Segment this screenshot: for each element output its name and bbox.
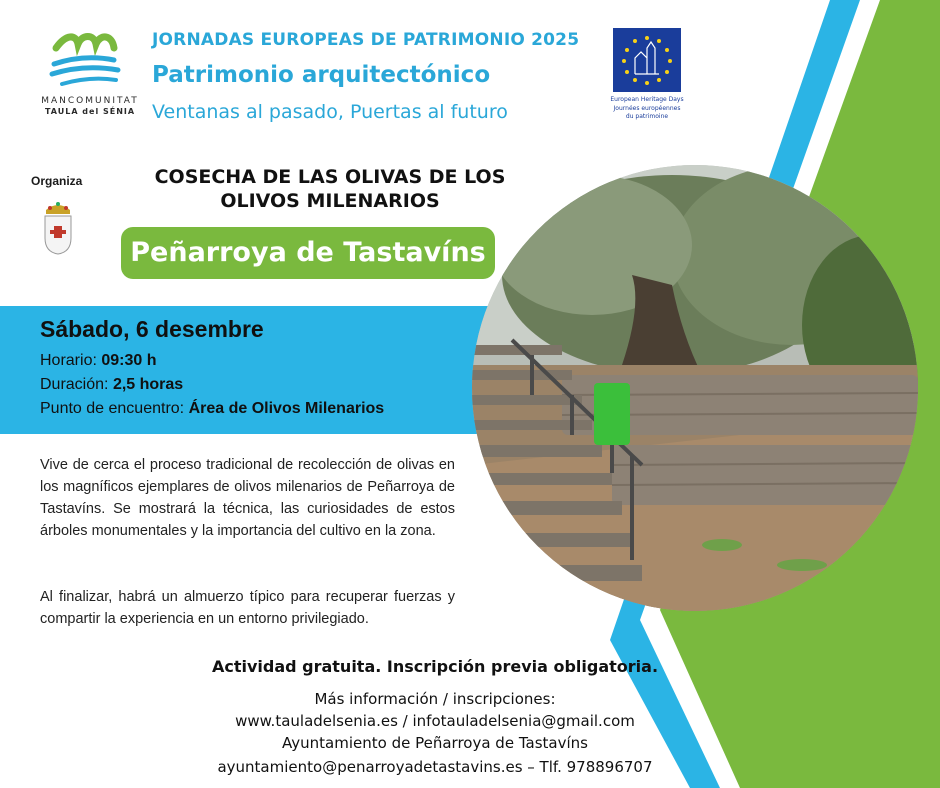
event-series-title: JORNADAS EUROPEAS DE PATRIMONIO 2025 <box>152 30 580 50</box>
european-heritage-days-badge <box>604 28 690 121</box>
meeting-label: Punto de encuentro: <box>40 400 185 417</box>
duration-line <box>40 376 183 394</box>
place-badge: Peñarroya de Tastavíns <box>121 227 495 279</box>
duration-value: 2,5 horas <box>112 376 184 393</box>
council-name: Ayuntamiento de Peñarroya de Tastavíns <box>282 734 588 752</box>
coat-of-arms-icon <box>40 198 76 256</box>
meeting-value: Área de Olivos Milenarios <box>188 400 385 417</box>
event-title-line1: COSECHA DE LAS OLIVAS DE LOS <box>154 166 506 188</box>
ehd-caption-fr-2: du patrimoine <box>625 113 669 120</box>
green-bin-icon <box>594 383 630 445</box>
logo-line2: TAULA del SÉNIA <box>44 107 136 116</box>
description-paragraph-2: Al finalizar, habrá un almuerzo típico para recuperar fuerzas y compartir la experiencia en un entorno privilegiado. <box>40 589 455 627</box>
olive-grove-photo <box>472 165 918 611</box>
mancomunitat-logo <box>48 30 132 92</box>
event-title-line2: OLIVOS MILENARIOS <box>220 190 440 212</box>
more-info-label: Más información / inscripciones: <box>314 690 556 708</box>
ehd-caption-en: European Heritage Days <box>610 96 684 103</box>
theme-title: Patrimonio arquitectónico <box>152 62 491 88</box>
duration-label: Duración: <box>40 376 109 393</box>
meeting-line <box>40 400 384 418</box>
schedule-line <box>40 352 157 370</box>
schedule-value: 09:30 h <box>101 352 157 369</box>
contact-links: www.tauladelsenia.es / infotauladelsenia@gmail.com <box>235 712 635 730</box>
schedule-label: Horario: <box>40 352 97 369</box>
logo-mark-icon <box>48 30 132 92</box>
eu-flag-icon <box>613 28 681 92</box>
event-title <box>120 165 540 213</box>
tagline: Ventanas al pasado, Puertas al futuro <box>152 101 508 123</box>
event-date: Sábado, 6 desembre <box>40 316 264 342</box>
free-activity-notice: Actividad gratuita. Inscripción previa obligatoria. <box>211 657 659 676</box>
logo-line1: MANCOMUNITAT <box>41 96 139 106</box>
council-contact: ayuntamiento@penarroyadetastavins.es – Tlf. 978896707 <box>217 758 653 776</box>
organizer-label: Organiza <box>31 174 83 188</box>
ehd-caption-fr-1: Journées européennes <box>613 105 681 112</box>
description-paragraph-1: Vive de cerca el proceso tradicional de recolección de olivas en los magníficos ejemplares de olivos milenarios de Peñarroya de Tastavíns. Se mostrará la técnica, las curiosidades de estos árboles monumentales y la importancia del cultivo en la zona. <box>40 457 455 539</box>
